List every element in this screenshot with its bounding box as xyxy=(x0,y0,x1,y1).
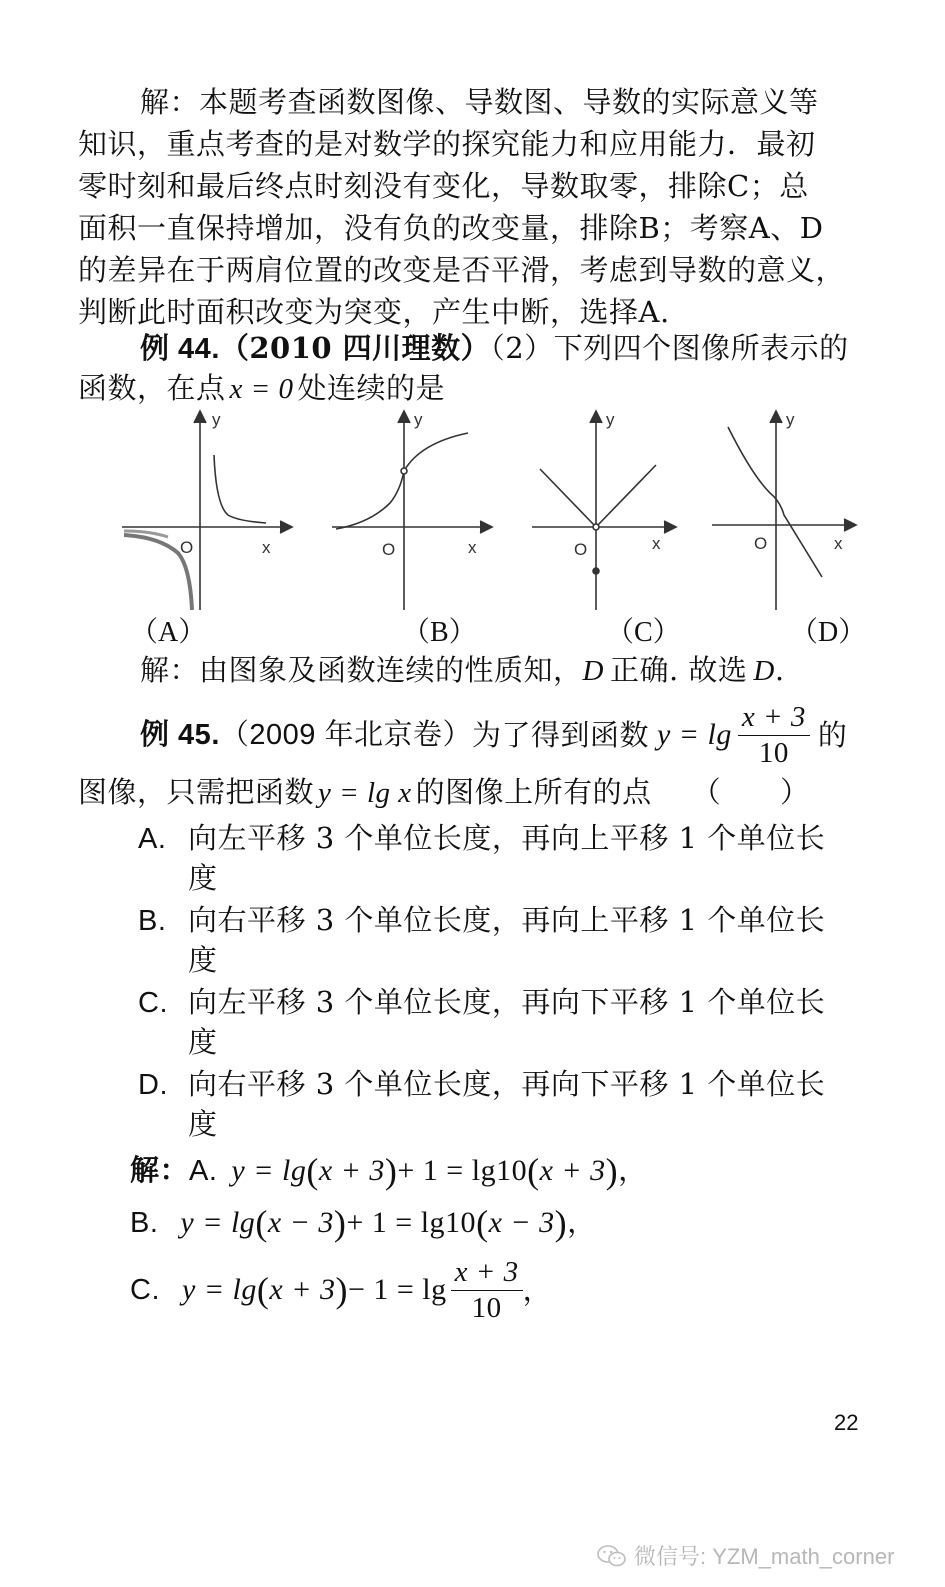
option-c-cont: 度 xyxy=(188,1025,218,1059)
sol-c-fraction xyxy=(451,1255,523,1324)
ex45-line-2 xyxy=(78,772,810,813)
sol-c-fraction-num: x + 3 xyxy=(451,1258,523,1291)
solution-line-4: 面积一直保持增加，没有负的改变量，排除B；考察A、D xyxy=(78,211,824,245)
solution-line-3: 零时刻和最后终点时刻没有变化，导数取零，排除C；总 xyxy=(78,169,809,203)
graph-c-origin: O xyxy=(574,540,588,559)
ex45-text-2a: 图像，只需把函数 xyxy=(78,775,315,809)
graph-a-origin: O xyxy=(180,538,194,557)
ex44-answer-end: . xyxy=(774,653,785,687)
sol-a-p2: + 1 = lg10 xyxy=(397,1154,528,1187)
graph-b-origin: O xyxy=(382,540,396,559)
ex45-fraction-den: 10 xyxy=(758,736,789,769)
sol-label: 解： xyxy=(130,1153,190,1187)
sol-a-p1: y = lg xyxy=(231,1154,307,1187)
caption-c: （C） xyxy=(606,617,681,648)
sol-b-arg1: x − 3 xyxy=(267,1206,334,1239)
ex44-answer-prefix: 解：由图象及函数连续的性质知， xyxy=(140,653,583,687)
sol-b-end: ， xyxy=(567,1205,597,1239)
graph-d-origin: O xyxy=(754,534,768,553)
sol-b-p2: + 1 = lg10 xyxy=(346,1206,477,1239)
solution-line-2: 知识，重点考查的是对数学的探究能力和应用能力．最初 xyxy=(78,127,816,161)
graph-b-y-label: y xyxy=(414,410,423,429)
ex45-func-2: y = lg x xyxy=(318,777,412,809)
option-d-cont: 度 xyxy=(188,1107,218,1141)
graph-a xyxy=(120,405,300,610)
option-c-line-1: 向左平移 3 个单位长度，再向下平移 1 个单位长 xyxy=(188,985,826,1019)
ex44-label: 例 44. xyxy=(140,333,220,365)
sol-b-letter: B. xyxy=(130,1207,159,1239)
sol-c-letter: C. xyxy=(130,1274,160,1306)
ex45-text-1: 为了得到函数 xyxy=(471,718,649,752)
sol-c-p2: − 1 = lg xyxy=(347,1273,447,1306)
caption-d: （D） xyxy=(790,617,867,648)
graph-d-x-label: x xyxy=(834,534,843,553)
ex44-text-1: （2）下列四个图像所表示的 xyxy=(490,331,849,365)
option-b-line-1: 向右平移 3 个单位长度，再向上平移 1 个单位长 xyxy=(188,903,826,937)
option-a-letter: A. xyxy=(138,823,167,855)
ex45-label: 例 45. xyxy=(140,719,220,751)
sol-c-arg1: x + 3 xyxy=(269,1273,336,1306)
option-b xyxy=(138,900,825,941)
ex45-source: （2009 年北京卷） xyxy=(219,719,472,751)
page-number: 22 xyxy=(834,1410,859,1435)
option-d-letter: D. xyxy=(138,1069,168,1101)
ex44-text-2a: 函数，在点 xyxy=(78,371,226,405)
sol-a: 解：A. y = lg(x + 3)+ 1 = lg10(x + 3)， xyxy=(130,1151,648,1191)
option-b-letter: B. xyxy=(138,905,167,937)
graph-d-y-label: y xyxy=(786,410,795,429)
option-b-cont: 度 xyxy=(188,943,218,977)
ex44-line-2 xyxy=(78,368,445,409)
graph-b xyxy=(330,405,500,610)
sol-b-arg2: x − 3 xyxy=(488,1206,555,1239)
graph-b-x-label: x xyxy=(468,538,477,557)
sol-c-end: ， xyxy=(522,1273,553,1307)
option-a-line-1: 向左平移 3 个单位长度，再向上平移 1 个单位长 xyxy=(188,821,826,855)
graph-c xyxy=(530,405,680,610)
watermark xyxy=(596,1540,894,1571)
graph-c-y-label: y xyxy=(606,410,615,429)
sol-a-letter: A. xyxy=(189,1155,218,1187)
graph-c-x-label: x xyxy=(652,534,661,553)
graph-a-y-label: y xyxy=(212,410,221,429)
ex44-line-1 xyxy=(140,328,849,369)
sol-c-p1: y = lg xyxy=(182,1273,257,1306)
ex45-func-lhs: y = lg xyxy=(656,718,732,751)
sol-b: B. y = lg(x − 3)+ 1 = lg10(x − 3)， xyxy=(130,1203,597,1243)
sol-a-arg2: x + 3 xyxy=(539,1154,606,1187)
option-d-line-1: 向右平移 3 个单位长度，再向下平移 1 个单位长 xyxy=(188,1067,826,1101)
option-c-letter: C. xyxy=(138,987,168,1019)
option-c xyxy=(138,982,825,1023)
wechat-icon xyxy=(596,1543,628,1569)
ex44-condition: x = 0 xyxy=(229,373,294,405)
option-a xyxy=(138,818,825,859)
ex44-source: （2010 四川理数） xyxy=(219,331,491,365)
ex45-fraction-num: x + 3 xyxy=(738,703,810,736)
sol-c: C. y = lg(x + 3)− 1 = lg $\frac{x + 3}{10}$ ， xyxy=(130,1255,553,1324)
sol-c-fraction-den: 10 xyxy=(471,1291,502,1324)
ex45-fraction xyxy=(738,700,810,769)
caption-a: （A） xyxy=(130,617,207,648)
ex44-answer-mid: 正确. 故选 xyxy=(609,653,748,687)
ex44-answer xyxy=(140,650,785,691)
sol-b-p1: y = lg xyxy=(180,1206,256,1239)
option-d xyxy=(138,1064,825,1105)
watermark-text: 微信号: YZM_math_corner xyxy=(634,1544,895,1569)
sol-a-end: ， xyxy=(618,1153,648,1187)
ex45-text-1b: 的 xyxy=(817,718,848,752)
ex45-line-1 xyxy=(140,700,847,770)
ex44-answer-var-1: D xyxy=(582,655,604,687)
sol-a-arg1: x + 3 xyxy=(318,1154,385,1187)
graph-d xyxy=(710,405,860,610)
caption-b: （B） xyxy=(402,617,477,648)
option-a-cont: 度 xyxy=(188,861,218,895)
ex45-text-2b: 的图像上所有的点 xyxy=(415,775,652,809)
solution-line-1: 解：本题考查函数图像、导数图、导数的实际意义等 xyxy=(140,85,819,119)
ex44-answer-var-2: D xyxy=(753,655,775,687)
graph-a-x-label: x xyxy=(262,538,271,557)
ex45-blank: （ ） xyxy=(691,775,810,809)
solution-line-5: 的差异在于两肩位置的改变是否平滑，考虑到导数的意义， xyxy=(78,253,846,287)
ex44-text-2b: 处连续的是 xyxy=(297,371,445,405)
solution-line-6: 判断此时面积改变为突变，产生中断，选择A. xyxy=(78,295,670,329)
